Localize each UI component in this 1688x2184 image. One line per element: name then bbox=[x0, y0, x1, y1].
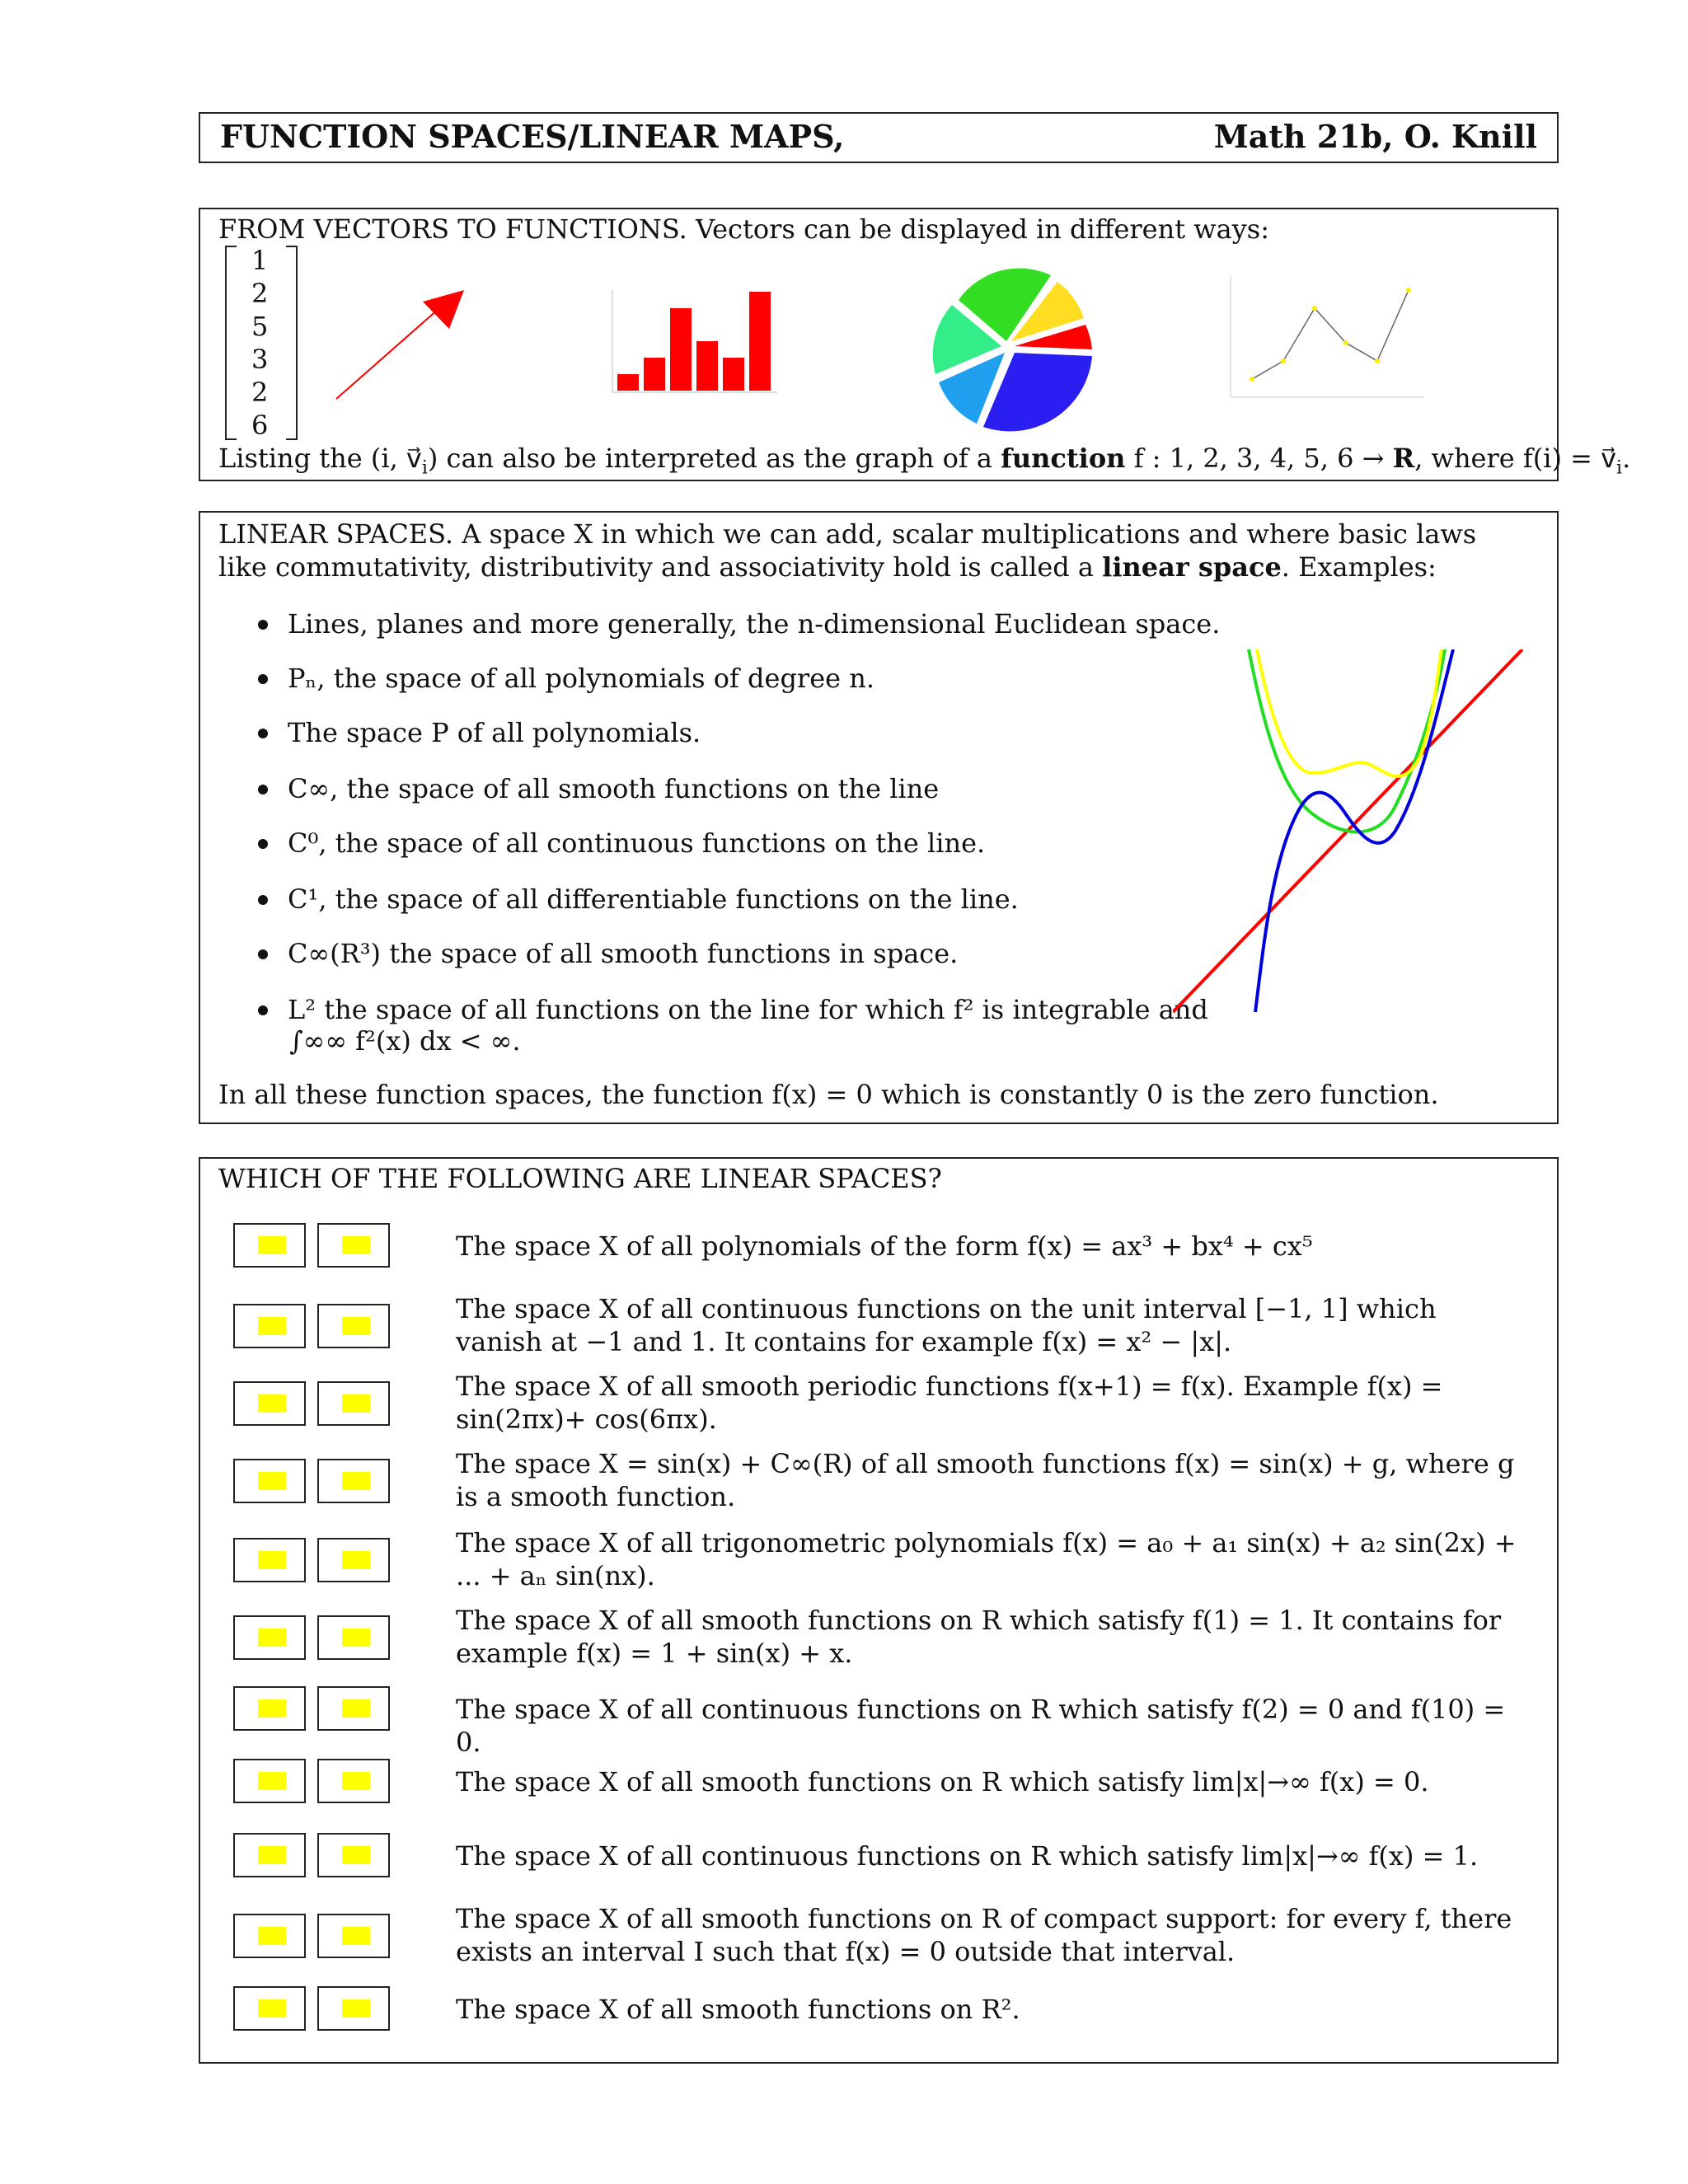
question-text: The space X of all trigonometric polynomials f(x) = a₀ + a₁ sin(x) + a₂ sin(2x) + ... + aₙ sin(nx). bbox=[456, 1527, 1517, 1591]
yes-checkbox[interactable] bbox=[233, 1459, 306, 1503]
yes-checkbox[interactable] bbox=[233, 1833, 306, 1877]
listing-sub: i bbox=[421, 457, 428, 479]
checkbox-fill bbox=[258, 1629, 286, 1647]
bar-chart bbox=[604, 288, 785, 396]
list-item-text: Lines, planes and more generally, the n-dimensional Euclidean space. bbox=[288, 608, 1221, 640]
yes-checkbox[interactable] bbox=[233, 1381, 306, 1426]
bullet-dot bbox=[258, 674, 268, 684]
linear-spaces-section bbox=[199, 511, 1559, 1124]
intro-line2-part-a: like commutativity, distributivity and associativity hold is called a bbox=[218, 551, 1103, 583]
list-item bbox=[258, 773, 939, 804]
question-text: The space X of all polynomials of the form f(x) = ax³ + bx⁴ + cx⁵ bbox=[456, 1230, 1313, 1262]
vectors-listing-text bbox=[218, 442, 1630, 485]
checkbox-fill bbox=[258, 1699, 286, 1718]
list-item-text: C¹, the space of all differentiable functions on the line. bbox=[288, 883, 1019, 915]
checkbox-fill bbox=[342, 1551, 370, 1569]
checkbox-fill bbox=[258, 1394, 286, 1413]
pie-chart bbox=[909, 251, 1107, 448]
listing-part-2: ) can also be interpreted as the graph of a bbox=[427, 443, 1001, 474]
line-plot-point bbox=[1250, 377, 1254, 382]
no-checkbox[interactable] bbox=[317, 1615, 390, 1660]
checkbox-fill bbox=[342, 1394, 370, 1413]
checkbox-fill bbox=[342, 1629, 370, 1647]
green-curve bbox=[1249, 649, 1445, 832]
yes-checkbox[interactable] bbox=[233, 1223, 306, 1268]
checkbox-fill bbox=[342, 1472, 370, 1490]
bar bbox=[644, 358, 665, 391]
linear-spaces-footer: In all these function spaces, the function f(x) = 0 which is constantly 0 is the zero function. bbox=[218, 1079, 1439, 1110]
no-checkbox[interactable] bbox=[317, 1538, 390, 1582]
checkbox-fill bbox=[258, 1472, 286, 1490]
line-plot-point bbox=[1406, 288, 1411, 293]
checkbox-fill bbox=[342, 1317, 370, 1335]
header-left-title: FUNCTION SPACES/LINEAR MAPS, bbox=[220, 118, 845, 155]
listing-part-4: , where f(i) = v⃗ bbox=[1414, 443, 1617, 474]
yellow-curve bbox=[1257, 649, 1442, 776]
no-checkbox[interactable] bbox=[317, 1304, 390, 1348]
checkbox-fill bbox=[258, 1846, 286, 1864]
bullet-dot bbox=[258, 839, 268, 849]
intro-line2-part-b: . Examples: bbox=[1281, 551, 1437, 583]
bar bbox=[617, 374, 639, 391]
vector-entry: 2 bbox=[251, 377, 269, 408]
vector-entry: 3 bbox=[251, 344, 269, 375]
question-text: The space X of all smooth functions on R which satisfy lim|x|→∞ f(x) = 0. bbox=[456, 1766, 1429, 1797]
intro-line2-bold: linear space bbox=[1102, 551, 1282, 583]
list-item-text: C⁰, the space of all continuous functions on the line. bbox=[288, 827, 986, 859]
bar bbox=[696, 341, 718, 391]
list-item bbox=[258, 663, 874, 694]
bullet-dot bbox=[258, 1005, 268, 1015]
no-checkbox[interactable] bbox=[317, 1833, 390, 1877]
question-text: The space X of all continuous functions on R which satisfy f(2) = 0 and f(10) = 0. bbox=[456, 1694, 1506, 1758]
arrow-figure bbox=[316, 284, 481, 415]
bullet-dot bbox=[258, 785, 268, 794]
vector-entry: 5 bbox=[251, 311, 269, 342]
bullet-dot bbox=[258, 620, 268, 630]
checkbox-fill bbox=[258, 1317, 286, 1335]
vectors-section bbox=[199, 208, 1631, 481]
no-checkbox[interactable] bbox=[317, 1459, 390, 1503]
yes-checkbox[interactable] bbox=[233, 1538, 306, 1582]
list-item-text: L² the space of all functions on the line for which f² is integrable and bbox=[288, 994, 1208, 1025]
bar bbox=[670, 308, 692, 391]
no-checkbox[interactable] bbox=[317, 1759, 390, 1803]
bar bbox=[723, 358, 744, 391]
list-item-text: C∞(R³) the space of all smooth functions in space. bbox=[288, 938, 959, 969]
question-text: The space X of all continuous functions on the unit interval [−1, 1] which vanish at −1 and 1. It contains for example f(x) = x² − |x|. bbox=[456, 1293, 1437, 1357]
listing-sub-2: i bbox=[1616, 457, 1623, 479]
vector-left-bracket bbox=[225, 246, 237, 440]
line-plot bbox=[1206, 275, 1428, 407]
checkbox-fill bbox=[258, 1236, 286, 1254]
line-plot-point bbox=[1312, 306, 1317, 311]
list-item bbox=[258, 883, 1019, 915]
no-checkbox[interactable] bbox=[317, 1986, 390, 2031]
line-plot-point bbox=[1343, 340, 1348, 345]
listing-bold-function: function bbox=[1001, 443, 1126, 474]
yes-checkbox[interactable] bbox=[233, 1759, 306, 1803]
bar bbox=[749, 292, 771, 391]
no-checkbox[interactable] bbox=[317, 1914, 390, 1958]
header-box bbox=[199, 112, 1559, 163]
checkbox-fill bbox=[342, 1236, 370, 1254]
list-item bbox=[258, 938, 958, 969]
linear-spaces-intro-line2 bbox=[218, 551, 1437, 583]
checkbox-fill bbox=[342, 1699, 370, 1718]
list-item-continuation: ∫∞∞ f²(x) dx < ∞. bbox=[289, 1025, 521, 1057]
vector-entry: 1 bbox=[251, 245, 269, 276]
line-plot-point bbox=[1375, 359, 1380, 363]
arrow-head bbox=[423, 290, 464, 329]
no-checkbox[interactable] bbox=[317, 1686, 390, 1731]
listing-R: R bbox=[1392, 443, 1415, 474]
header-right-title: Math 21b, O. Knill bbox=[1213, 118, 1537, 155]
function-curves-figure bbox=[1173, 649, 1536, 1020]
list-item-text: C∞, the space of all smooth functions on the line bbox=[288, 773, 940, 804]
yes-checkbox[interactable] bbox=[233, 1686, 306, 1731]
yes-checkbox[interactable] bbox=[233, 1615, 306, 1660]
vector-entry: 6 bbox=[251, 410, 269, 441]
vector-right-bracket bbox=[286, 246, 298, 440]
vectors-intro: FROM VECTORS TO FUNCTIONS. Vectors can be displayed in different ways: bbox=[218, 213, 1269, 245]
yes-checkbox[interactable] bbox=[233, 1304, 306, 1348]
checkbox-fill bbox=[258, 1927, 286, 1945]
no-checkbox[interactable] bbox=[317, 1381, 390, 1426]
arrow-shaft bbox=[336, 308, 439, 399]
yes-checkbox[interactable] bbox=[233, 1914, 306, 1958]
question-text: The space X = sin(x) + C∞(R) of all smooth functions f(x) = sin(x) + g, where g is a smooth function. bbox=[456, 1448, 1515, 1512]
listing-part-5: . bbox=[1622, 443, 1631, 474]
bullet-dot bbox=[258, 729, 268, 738]
checkbox-fill bbox=[342, 1772, 370, 1790]
checkbox-fill bbox=[342, 1846, 370, 1864]
line-plot-point bbox=[1281, 359, 1286, 363]
which-title: WHICH OF THE FOLLOWING ARE LINEAR SPACES? bbox=[218, 1163, 942, 1194]
yes-checkbox[interactable] bbox=[233, 1986, 306, 2031]
list-item bbox=[258, 827, 985, 859]
vector-entry: 2 bbox=[251, 278, 269, 309]
checkbox-fill bbox=[258, 1551, 286, 1569]
list-item bbox=[258, 994, 1208, 1025]
which-section bbox=[199, 1157, 1559, 2064]
listing-part-1: Listing the (i, v⃗ bbox=[218, 443, 422, 474]
question-text: The space X of all smooth functions on R which satisfy f(1) = 1. It contains for example f(x) = 1 + sin(x) + x. bbox=[456, 1605, 1502, 1669]
checkbox-fill bbox=[258, 1772, 286, 1790]
list-item-text: Pₙ, the space of all polynomials of degree n. bbox=[288, 663, 875, 694]
question-text: The space X of all smooth functions on R of compact support: for every f, there exists an interval I such that f(x) = 0 outside that interval. bbox=[456, 1903, 1512, 1967]
list-item bbox=[258, 608, 1220, 640]
question-text: The space X of all smooth functions on R². bbox=[456, 1994, 1020, 2025]
question-text: The space X of all smooth periodic functions f(x+1) = f(x). Example f(x) = sin(2πx)+ cos(6πx). bbox=[456, 1371, 1443, 1435]
linear-spaces-intro-line1: LINEAR SPACES. A space X in which we can add, scalar multiplications and where basic laws bbox=[218, 518, 1477, 550]
bullet-dot bbox=[258, 895, 268, 905]
bullet-dot bbox=[258, 949, 268, 959]
line-plot-series bbox=[1252, 290, 1409, 379]
checkbox-fill bbox=[258, 1999, 286, 2018]
checkbox-fill bbox=[342, 1927, 370, 1945]
list-item bbox=[258, 717, 701, 748]
no-checkbox[interactable] bbox=[317, 1223, 390, 1268]
checkbox-fill bbox=[342, 1999, 370, 2018]
listing-part-3: f : 1, 2, 3, 4, 5, 6 → bbox=[1125, 443, 1393, 474]
question-text: The space X of all continuous functions on R which satisfy lim|x|→∞ f(x) = 1. bbox=[456, 1840, 1479, 1872]
list-item-text: The space P of all polynomials. bbox=[288, 717, 701, 748]
